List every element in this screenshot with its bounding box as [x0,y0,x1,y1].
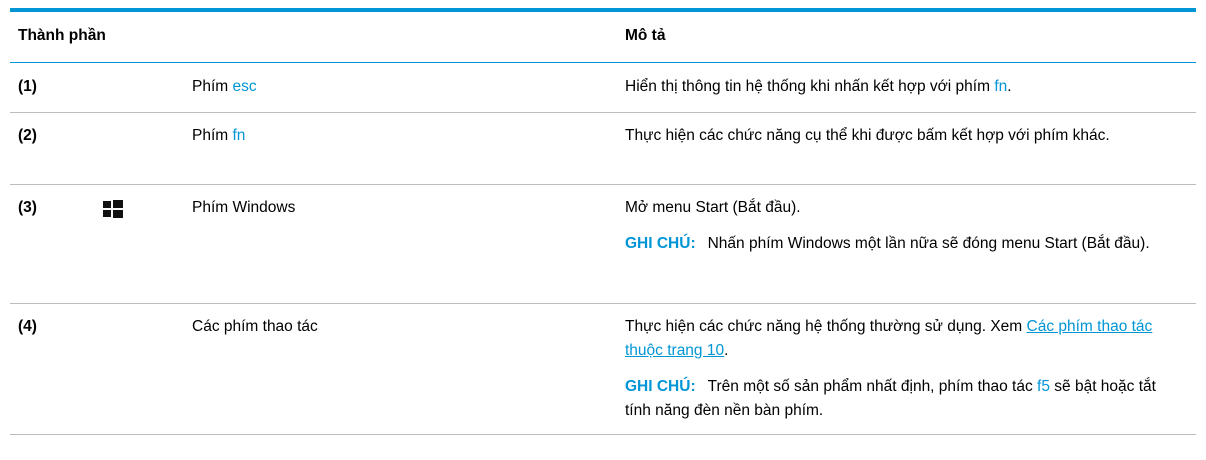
note: GHI CHÚ: Nhấn phím Windows một lần nữa sẽ đóng menu Start (Bắt đầu). [625,235,1150,252]
row-number: (4) [18,318,37,335]
key-fn: fn [994,78,1008,95]
row-name: Phím fn [192,127,246,144]
row-name: Phím esc [192,78,257,95]
component-table [10,8,1196,435]
table-row [10,113,1196,185]
row-number: (3) [18,199,37,216]
action-keys-link[interactable]: Các phím thao tác thuộc trang 10 [625,318,1153,359]
key-f5: f5 [1037,378,1050,395]
key-esc: esc [232,78,257,95]
table-header-row [10,12,1196,63]
table-row [10,304,1196,435]
note: GHI CHÚ: Trên một số sản phẩm nhất định, phím thao tác f5 sẽ bật hoặc tắt tính năng đèn nền bàn phím. [625,378,1156,419]
windows-logo-icon [103,200,129,224]
key-fn: fn [232,127,246,144]
row-description: Hiển thị thông tin hệ thống khi nhấn kết hợp với phím fn. [625,78,1012,95]
header-component: Thành phần [18,27,106,44]
row-description: Thực hiện các chức năng cụ thể khi được bấm kết hợp với phím khác. [625,127,1110,144]
note-label: GHI CHÚ: [625,378,696,395]
row-name: Phím Windows [192,199,296,216]
row-name: Các phím thao tác [192,318,318,335]
note-label: GHI CHÚ: [625,235,696,252]
table-row [10,185,1196,304]
row-number: (1) [18,78,37,95]
header-description: Mô tả [625,27,666,44]
row-description: Thực hiện các chức năng hệ thống thường sử dụng. Xem Các phím thao tác thuộc trang 10. GHI CHÚ: Trên một số sản phẩm nhất định, phím thao tác f5 sẽ bật hoặc tắt tính năng đèn nền bàn phím. [625,315,1185,423]
row-number: (2) [18,127,37,144]
row-description: Mở menu Start (Bắt đầu). GHI CHÚ: Nhấn phím Windows một lần nữa sẽ đóng menu Start (Bắt đầu). [625,196,1185,256]
table-row [10,63,1196,113]
